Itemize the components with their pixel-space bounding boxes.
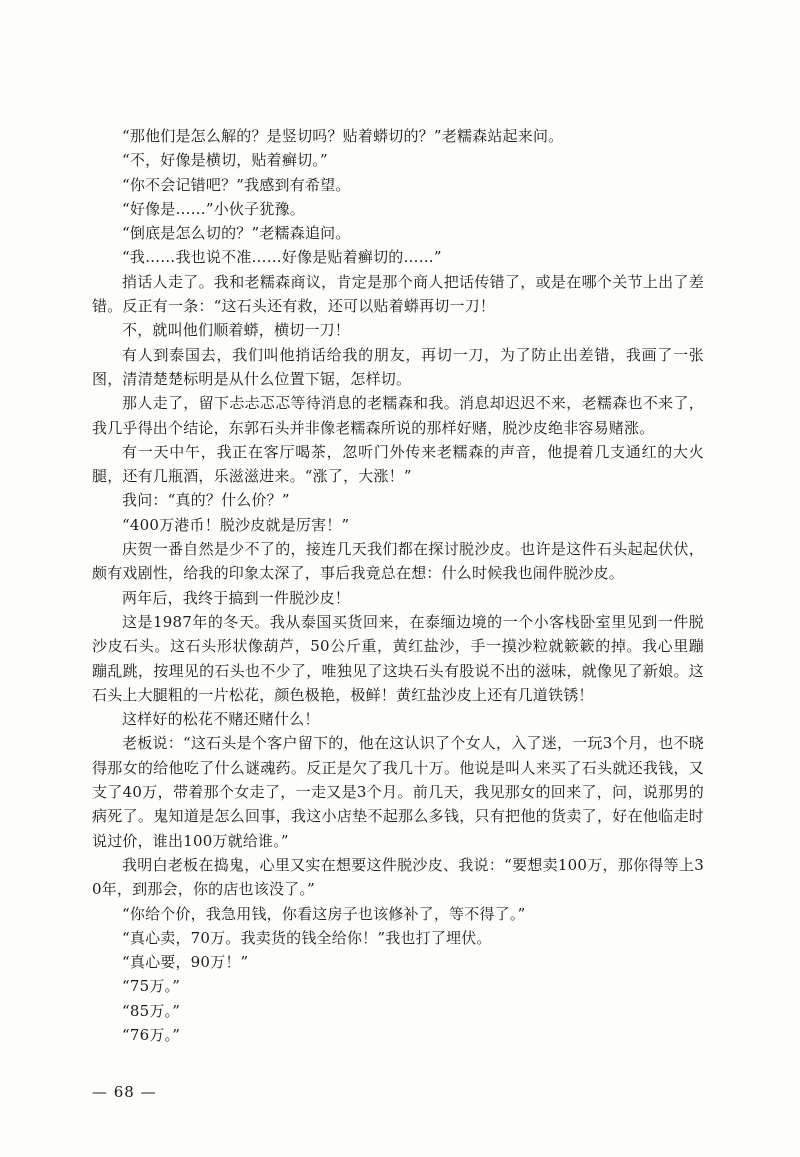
paragraph-13: “400万港币！脱沙皮就是厉害！” — [122, 515, 350, 534]
paragraph-1: “那他们是怎么解的？是竖切吗？贴着蟒切的？”老糯森站起来问。 — [122, 127, 564, 145]
paragraph-17: 这样好的松花不赌还赌什么！ — [122, 710, 320, 729]
paragraph-15: 两年后，我终于搞到一件脱沙皮！ — [122, 588, 351, 607]
paragraph-3: “你不会记错吧？”我感到有希望。 — [122, 175, 351, 194]
paragraph-14: 庆贺一番自然是少不了的，接连几天我们都在探讨脱沙皮。也许是这件石头起起伏伏，颇有戏剧性，给我的印象太深了，事后我竟总在想：什么时候我也闹件脱沙皮。 — [92, 540, 704, 583]
paragraph-7: 捎话人走了。我和老糯森商议，肯定是那个商人把话传错了，或是在哪个关节上出了差错。反正有一条：“这石头还有救，还可以贴着蟒再切一刀！ — [92, 272, 704, 316]
paragraph-11: 有一天中午，我正在客厅喝茶，忽听门外传来老糯森的声音，他提着几支通红的大火腿，还有几瓶酒，乐滋滋进来。“涨了，大涨！” — [92, 442, 704, 486]
body-text — [92, 124, 704, 1047]
paragraph-20: “你给个价，我急用钱，你看这房子也该修补了，等不得了。” — [122, 904, 526, 923]
paragraph-24: “85万。” — [122, 1001, 181, 1020]
paragraph-5: “倒底是怎么切的？”老糯森追问。 — [122, 224, 351, 243]
paragraph-8: 不，就叫他们顺着蟒，横切一刀！ — [122, 321, 351, 340]
paragraph-12: 我问：“真的？什么价？” — [122, 491, 290, 510]
paragraph-21: “真心卖，70万。我卖货的钱全给你！”我也打了埋伏。 — [122, 928, 492, 947]
page-number: — 68 — — [92, 1083, 157, 1101]
paragraph-23: “75万。” — [122, 977, 181, 996]
paragraph-19: 我明白老板在捣鬼，心里又实在想要这件脱沙皮、我说：“要想卖100万，那你得等上30年，到那会，你的店也该没了。” — [92, 855, 704, 899]
paragraph-4: “好像是……”小伙子犹豫。 — [122, 199, 305, 218]
paragraph-6: “我……我也说不准……好像是贴着癣切的……” — [122, 248, 442, 267]
paragraph-18: 老板说：“这石头是个客户留下的，他在这认识了个女人，入了迷，一玩3个月，也不晓得那女的给他吃了什么谜魂药。反正是欠了我几十万。他说是叫人来买了石头就还我钱，又支了40万，带着那个女走了，一走又是3个月。前几天，我见那女的回来了，问，说那男的病死了。鬼知道是怎么回事，我这小店垫不起那么多钱，只有把他的货卖了，好在他临走时说过价，谁出100万就给谁。” — [92, 734, 704, 850]
paragraph-9: 有人到泰国去，我们叫他捎话给我的朋友，再切一刀，为了防止出差错，我画了一张图，清清楚楚标明是从什么位置下锯，怎样切。 — [92, 345, 704, 388]
paragraph-2: “不，好像是横切，贴着癣切。” — [122, 151, 328, 170]
paragraph-22: “真心要，90万！” — [122, 953, 249, 972]
paragraph-25: “76万。” — [122, 1025, 181, 1044]
paragraph-10: 那人走了，留下忐忐忑忑等待消息的老糯森和我。消息却迟迟不来，老糯森也不来了，我几乎得出个结论，东郭石头并非像老糯森所说的那样好赌，脱沙皮绝非容易赌涨。 — [92, 394, 704, 437]
paragraph-16: 这是1987年的冬天。我从泰国买货回来，在泰缅边境的一个小客栈卧室里见到一件脱沙皮石头。这石头形状像葫芦，50公斤重，黄红盐沙，手一摸沙粒就簌簌的掉。我心里蹦蹦乱跳，按理见的石头也不少了，唯独见了这块石头有股说不出的滋味，就像见了新娘。这石头上大腿粗的一片松花，颜色极艳，极鲜！黄红盐沙皮上还有几道铁锈！ — [92, 612, 704, 704]
